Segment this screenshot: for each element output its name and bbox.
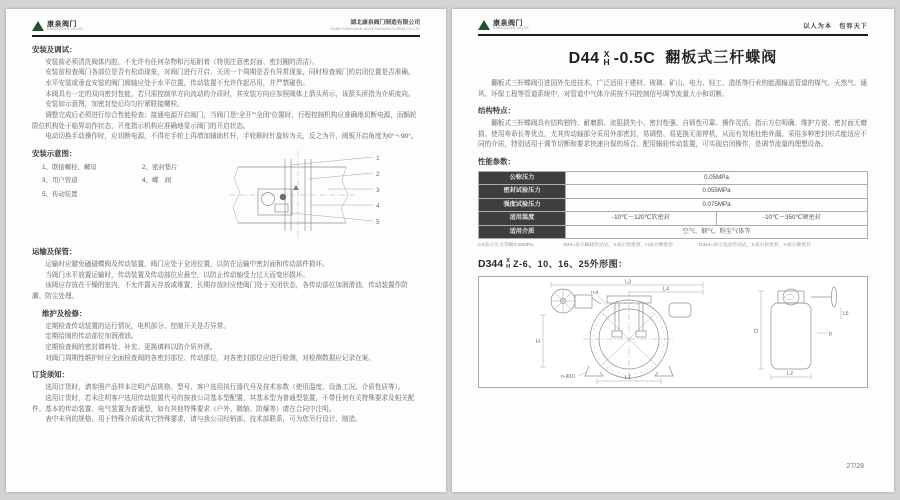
seal-code-hard: H [603, 57, 610, 68]
table-row [479, 198, 868, 212]
model-suffix: -0.5C [613, 49, 656, 67]
logo-subtext: KANGQUAN VALVE [493, 26, 529, 30]
section-title-install: 安装及调试： [32, 44, 77, 54]
legend-item: 4、蝶 阀 [142, 177, 172, 185]
seal-code-hard: H [506, 263, 511, 270]
dim-l5: L5 [843, 310, 849, 317]
section-title-transport: 运输及保管： [32, 246, 77, 256]
installation-schematic [32, 154, 420, 241]
logo-subtext: KANGQUAN VALVE [47, 27, 83, 32]
section-title-schematic: 安装示意图： [32, 148, 77, 158]
dim-foot-holes: n-Φ10 [561, 373, 575, 380]
table-row [479, 171, 868, 185]
valve-outline-drawing [479, 277, 867, 385]
dim-l1: L1 [625, 374, 632, 381]
logo-text: 康泉阀门 [47, 21, 77, 29]
logo-triangle-icon [32, 21, 44, 31]
product-name: 翻板式三杆蝶阀 [665, 49, 778, 67]
transport-para: 运输时应避免磕碰蝶阀及传动装置，阀门应处于全闭位置，以防在运输中密封面和传动部件损坏。 [45, 260, 329, 268]
param-label: 公称压力 [479, 171, 566, 185]
callout-2: 2 [376, 170, 380, 178]
section-title-maintain: 维护及检修： [42, 308, 87, 318]
param-value: -10℃～350℃硬密封 [717, 212, 868, 226]
logo-text: 康泉阀门 [493, 20, 523, 27]
page-right [452, 9, 894, 492]
install-para: 安装前必须清洗阀体内腔，不允许有任何杂物和污垢附着（特别注意密封面、密封圈的清洁）。 [45, 58, 319, 66]
param-value: 0.05MPa [566, 171, 868, 185]
page-number: 27/28 [846, 463, 864, 470]
outline-drawing-title [478, 256, 868, 273]
param-label: 适用介质 [479, 225, 566, 239]
callout-4: 4 [376, 202, 380, 210]
footnote-item: 0.5表示压力等级0.05MPa。 [478, 242, 538, 248]
footnote-item: D344=表示电动传动式，X表示软密封，H表示硬密封 [698, 242, 811, 248]
dim-bolt-spec: n-d [591, 289, 599, 296]
model-prefix: D44 [568, 49, 600, 67]
legend-item: 5、传动装置 [42, 190, 78, 198]
model-seal-code [604, 50, 610, 67]
param-label: 适用温度 [479, 212, 566, 226]
seal-code-soft: X [506, 258, 510, 265]
page-header [478, 20, 868, 36]
logo-triangle-icon [478, 20, 490, 30]
legend-item: 2、密封垫片 [142, 163, 178, 171]
transport-para: 当阀门水平放置运输时，传动装置及传动部位应悬空，以防止传动轴受力过大而变形损坏。 [45, 271, 309, 279]
maintain-para: 定期检查阀的密封填料处、补充、更换填料以防介质外泄。 [45, 343, 217, 351]
page-left [6, 9, 446, 492]
transport-para: 该阀应存放在干燥的室内，不允许露天存放或堆置，长期存放时应使阀门处于关闭状态，各传动部位加润滑油，传动装置作防潮、防尘处理。 [32, 282, 408, 300]
param-label: 密封试验压力 [479, 185, 566, 199]
callout-3: 3 [376, 186, 380, 194]
dim-l4: L4 [663, 286, 670, 293]
order-para: 表中未列的规格、用于特殊介质或其它特殊要求，请与我公司经销部、技术部联系，可为您另行设计、制造。 [45, 416, 362, 424]
table-row [479, 212, 868, 226]
dim-l3: L3 [625, 279, 632, 286]
install-para: 水平安装或垂直安装的阀门阀轴应处于水平位置，传动装置不允许作起吊用，并严禁碰伤。 [45, 79, 309, 87]
company-logo [32, 21, 83, 32]
outline-title-suffix: Z-6、10、16、25外形图： [513, 259, 628, 270]
param-value: 空气、烟气、粉尘气体等 [566, 225, 868, 239]
dim-l2: L2 [787, 370, 794, 377]
install-para: 调整完成后必须进行综合性能检查；接通电源开启阀门，当阀门是“全开”“全闭”位置时，行程控制机构应准确地切断电源，而蜗轮限位机构处于临界动作状态，开度指示机构应准确地显示阀门的开启状态。 [32, 111, 417, 130]
company-name-en: HUBEI KANGQUAN VALVE MANUFACTURING CO.,LTD [330, 27, 420, 32]
footnote-item: D44=表示蜗轮传动式，X表示软密封，H表示硬密封 [563, 242, 673, 248]
outline-drawing-box [478, 276, 868, 388]
dim-d: D [754, 328, 758, 335]
section-title-features: 结构特点： [478, 106, 515, 116]
install-para: 本阀具有一定的双向密封性能，若只需控制单方向流动的介质时，其安装方向应参照阀体上箭头所示，该箭头所指为介质流向。 [45, 90, 415, 98]
section-title-order: 订货须知： [32, 370, 69, 380]
param-label: 强度试验压力 [479, 198, 566, 212]
install-para: 电动切换手动操作时，应切断电源，不得在手轮上再增加辅助杠杆，手轮顺时针旋转为关，反之为开，阀板开启角度为0°～90°。 [45, 133, 418, 141]
table-row [479, 185, 868, 199]
callout-1: 1 [376, 154, 380, 162]
table-row [479, 225, 868, 239]
product-title [478, 46, 868, 72]
install-para: 安装如示意图，加密封垫后均匀拧紧联接螺栓。 [45, 101, 184, 109]
order-para: 选用订货时，请参照产品样本注明产品规格、型号、客户选用执行器代号及技术参数（使用温度、设备工况、介质性质等）。 [45, 384, 405, 392]
table-footnote [478, 242, 868, 250]
performance-parameters-table [478, 171, 868, 240]
order-para: 选用订货时，若未注明客户选用传动装置代号的按我公司基本型配置，其基本型为普通型装置，不带任何有关特殊要求及相关配件。基本的传动装置、电气装置为普通型，如有其他特殊要求（户外、微缩、防爆等）请在合同中注明。 [32, 394, 415, 413]
legend-item: 3、用户管道 [42, 177, 78, 185]
maintain-para: 对阀门周期性维护时应全面检查阀的各密封部位、传动部位，对各密封部位应进行检测，对检测数据应记录在案。 [45, 354, 375, 362]
pipe-valve-schematic-drawing [228, 149, 420, 243]
dim-b: b [829, 331, 833, 338]
seal-code-soft: X [603, 48, 610, 59]
outline-seal-code [506, 259, 510, 270]
legend-item: 1、联接螺栓、螺母 [42, 163, 97, 171]
dim-h: H [536, 338, 540, 345]
page-header [32, 20, 420, 37]
param-value: 0.055MPa [566, 185, 868, 199]
outline-model-prefix: D344 [478, 258, 504, 271]
install-para: 安装前检查阀门各部位是否有松动现象，对阀门进行开启、关闭一个周期是否有异常现象，同时检查阀门的启闭位置是否准确。 [45, 69, 415, 77]
section-title-params: 性能参数： [478, 156, 515, 166]
company-slogan: 以人为本 包容天下 [803, 22, 868, 30]
company-name: 湖北康泉阀门制造有限公司 [350, 20, 420, 26]
param-value: -10℃～120℃软密封 [566, 212, 717, 226]
features-text: 翻板式三杆蝶阀具有结构独特、耐磨损、流阻损失小、密封性强、自锁性可靠、操作灵活、指示方位明确、维护方便、密封面无磨损、使用寿命长等优点，尤其传动轴部分采用外部密封，易调整、易更换无需停机，从而有效地杜绝外漏。采用多种密封形式能适应不同的介质，特别适用于调节切断和要求快速自保的场合。配用蜗轮传动装置，可实现启闭操作，是调节流量的理想设备。 [478, 120, 868, 149]
maintain-para: 定期给阀的传动部位加润滑油。 [45, 333, 138, 341]
callout-5: 5 [376, 218, 380, 226]
product-intro: 翻板式三杆蝶阀引进国外先进技术，广泛适用于建材、玻璃、矿山、电力、轻工、造纸等行业的能源输送管道的煤气、天然气、通风、环保工程等管道系统中，对管道中气体介质按不同控制信号调节流量大小和切断。 [478, 80, 868, 98]
company-logo [478, 20, 529, 31]
param-value: 0.075MPa [566, 198, 868, 212]
maintain-para: 定期检查传动装置的运行情况，电机部分、控制开关是否异常。 [45, 322, 230, 330]
